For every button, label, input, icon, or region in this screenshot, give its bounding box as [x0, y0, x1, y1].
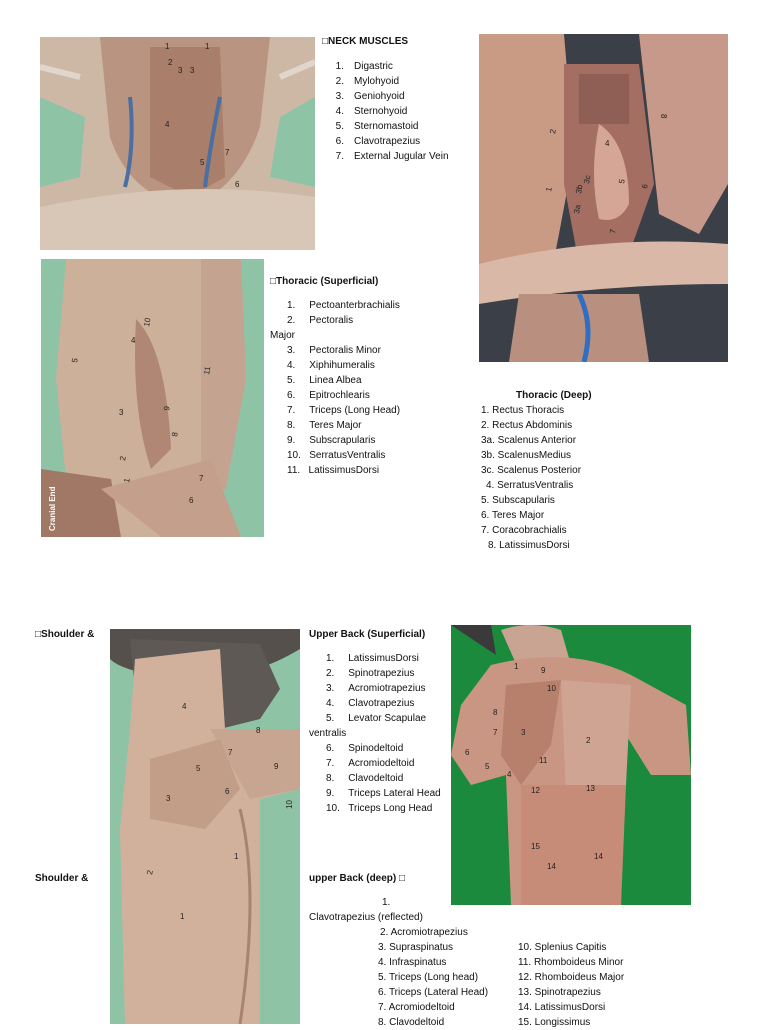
back-photo-label: 9	[541, 666, 546, 675]
neck-photo-label: 6	[235, 180, 240, 189]
back-photo-label: 3	[521, 728, 526, 737]
back-photo-label: 4	[507, 770, 512, 779]
shoulder-label: □Shoulder &	[35, 629, 95, 640]
list-item: 2. Spinotrapezius	[326, 668, 415, 679]
back-photo-label: 1	[514, 662, 519, 671]
neck-photo-label: 5	[200, 158, 205, 167]
list-item: 3c. Scalenus Posterior	[481, 465, 582, 476]
list-item: 11. LatissimusDorsi	[287, 465, 380, 476]
list-item: 6. Epitrochlearis	[287, 390, 370, 401]
shoulder-photo-label: 2	[145, 869, 155, 876]
shoulder-photo-label: 4	[182, 702, 187, 711]
sup-photo-label: 8	[170, 431, 180, 438]
deep-photo-label: 7	[608, 228, 618, 235]
list-item: 8. LatissimusDorsi	[488, 540, 570, 551]
shoulder-photo-label: 1	[180, 912, 185, 921]
back-photo-label: 12	[531, 786, 540, 795]
deep-photo-label: 1	[544, 186, 554, 193]
list-item: 3a. Scalenus Anterior	[481, 435, 577, 446]
neck-photo-label: 3	[178, 66, 183, 75]
back-photo-label: 5	[485, 762, 490, 771]
list-item: 3. Pectoralis Minor	[287, 345, 381, 356]
upper-back-superficial-title: Upper Back (Superficial)	[309, 629, 426, 640]
deep-photo-label: 3c	[582, 174, 593, 185]
back-photo-label: 11	[539, 756, 548, 765]
deep-photo-label: 2	[548, 128, 558, 135]
list-item: 10. Splenius Capitis	[518, 942, 607, 953]
list-item: 4. Infraspinatus	[378, 957, 447, 968]
list-item: 2. Pectoralis	[287, 315, 354, 326]
neck-photo-label: 3	[190, 66, 195, 75]
sup-photo-label: 1	[122, 477, 132, 484]
list-item: 7. Coracobrachialis	[481, 525, 567, 536]
thoracic-deep-photo	[479, 34, 728, 362]
neck-photo-label: 4	[165, 120, 170, 129]
neck-photo-label: 1	[165, 42, 170, 51]
sup-photo-label: 10	[142, 317, 153, 328]
neck-photo-label: 1	[205, 42, 210, 51]
deep-photo-label: 4	[605, 139, 610, 148]
list-item: 5. Levator Scapulae	[326, 713, 427, 724]
sup-photo-label: 9	[162, 405, 172, 412]
list-item: 3. Geniohyoid	[335, 91, 405, 102]
list-item: 8. Clavodeltoid	[326, 773, 404, 784]
sup-photo-label: 4	[131, 336, 136, 345]
list-item: 2. Rectus Abdominis	[481, 420, 573, 431]
bullet-icon: □	[399, 873, 406, 884]
sup-photo-label: 6	[189, 496, 194, 505]
list-item: 6. Teres Major	[481, 510, 545, 521]
sup-photo-label: 2	[118, 455, 128, 462]
list-item: 12. Rhomboideus Major	[518, 972, 625, 983]
list-item: 8. Teres Major	[287, 420, 362, 431]
list-item: 11. Rhomboideus Minor	[518, 957, 624, 968]
sup-photo-label: 5	[70, 357, 80, 364]
list-item: 3. Supraspinatus	[378, 942, 454, 953]
list-item: 3b. ScalenusMedius	[481, 450, 572, 461]
list-item: 7. Triceps (Long Head)	[287, 405, 401, 416]
upper-back-deep-title: upper Back (deep) □	[309, 873, 406, 884]
list-item: 10. Triceps Long Head	[326, 803, 433, 814]
thoracic-deep-list	[481, 403, 581, 553]
list-item: 9. Triceps Lateral Head	[326, 788, 441, 799]
shoulder-photo-label: 6	[225, 787, 230, 796]
list-item: 7. Acromiodeltoid	[378, 1002, 455, 1013]
back-photo-label: 13	[586, 784, 595, 793]
list-item: 4. Clavotrapezius	[326, 698, 415, 709]
list-item: 3. Acromiotrapezius	[326, 683, 426, 694]
list-item: Clavotrapezius (reflected)	[309, 912, 423, 923]
shoulder-photo-label: 9	[274, 762, 279, 771]
deep-photo-label: 3b	[574, 184, 585, 195]
deep-photo-label: 3a	[572, 204, 583, 215]
bullet-icon: □	[322, 36, 329, 47]
list-item: 6. Triceps (Lateral Head)	[378, 987, 489, 998]
shoulder-photo-label: 8	[256, 726, 261, 735]
sup-photo-label: 11	[202, 365, 213, 376]
list-item: Major	[270, 330, 296, 341]
list-item: 4. SerratusVentralis	[486, 480, 574, 491]
list-item: 13. Spinotrapezius	[518, 987, 601, 998]
neck-photo-label: 7	[225, 148, 230, 157]
back-photo-label: 14	[594, 852, 603, 861]
list-item: 1. Digastric	[335, 61, 393, 72]
neck-muscles-title: □NECK MUSCLES	[322, 36, 409, 47]
list-item: 4. Sternohyoid	[335, 106, 408, 117]
deep-photo-label: 8	[659, 114, 668, 119]
shoulder-photo-label: 1	[234, 852, 239, 861]
thoracic-deep-title: Thoracic (Deep)	[516, 390, 592, 401]
list-item: 7. External Jugular Vein	[335, 151, 449, 162]
thoracic-superficial-title: □Thoracic (Superficial)	[270, 276, 379, 287]
list-item: 4. Xiphihumeralis	[287, 360, 375, 371]
list-item: 2. Acromiotrapezius	[380, 927, 468, 938]
back-photo-label: 2	[586, 736, 591, 745]
list-item: 15. Longissimus	[518, 1017, 591, 1028]
back-photo-label: 10	[547, 684, 556, 693]
deep-photo-label: 5	[617, 178, 627, 185]
upper-back-superficial-list	[309, 651, 441, 816]
list-item: 5. Subscapularis	[481, 495, 555, 506]
list-item: ventralis	[309, 728, 347, 739]
cranial-end-label: Cranial End	[48, 486, 57, 531]
deep-photo-label: 6	[640, 183, 650, 190]
list-item: 6. Spinodeltoid	[326, 743, 404, 754]
list-item: 5. Sternomastoid	[335, 121, 419, 132]
shoulder-photo-label: 3	[166, 794, 171, 803]
list-item: 2. Mylohyoid	[335, 76, 400, 87]
back-photo-label: 14	[547, 862, 556, 871]
thoracic-superficial-list	[270, 298, 400, 478]
list-item: 10. SerratusVentralis	[287, 450, 386, 461]
back-photo-label: 8	[493, 708, 498, 717]
list-item: 14. LatissimusDorsi	[518, 1002, 606, 1013]
shoulder-photo	[110, 629, 300, 1024]
thoracic-superficial-photo	[41, 259, 264, 537]
neck-photo-label: 2	[168, 58, 173, 67]
sup-photo-label: 3	[119, 408, 124, 417]
bullet-icon: □	[270, 276, 277, 287]
upper-back-deep-right-list	[518, 940, 624, 1030]
upper-back-photo	[451, 625, 691, 905]
bullet-icon: □	[35, 629, 42, 640]
shoulder-label: Shoulder &	[35, 873, 89, 884]
list-item: 1. LatissimusDorsi	[326, 653, 419, 664]
upper-back-deep-left-list	[378, 925, 488, 1030]
list-item: 7. Acromiodeltoid	[326, 758, 415, 769]
shoulder-photo-label: 5	[196, 764, 201, 773]
list-item: 5. Triceps (Long head)	[378, 972, 479, 983]
back-photo-label: 7	[493, 728, 498, 737]
list-item: 1. Rectus Thoracis	[481, 405, 565, 416]
list-item: 6. Clavotrapezius	[335, 136, 421, 147]
list-item: 1.	[382, 897, 391, 908]
list-item: 9. Subscrapularis	[287, 435, 376, 446]
back-photo-label: 6	[465, 748, 470, 757]
list-item: 1. Pectoanterbrachialis	[287, 300, 400, 311]
sup-photo-label: 7	[199, 474, 204, 483]
neck-muscles-photo	[40, 37, 315, 250]
neck-muscles-list	[330, 59, 449, 164]
list-item: 5. Linea Albea	[287, 375, 362, 386]
shoulder-photo-label: 7	[228, 748, 233, 757]
back-photo-label: 15	[531, 842, 540, 851]
shoulder-photo-label: 10	[285, 800, 294, 809]
list-item: 8. Clavodeltoid	[378, 1017, 445, 1028]
